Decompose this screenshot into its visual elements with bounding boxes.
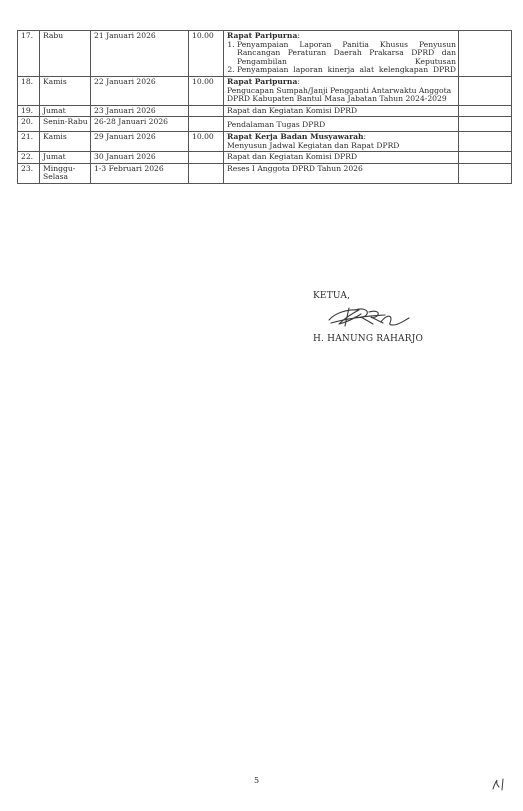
schedule-table xyxy=(17,30,512,184)
row-time xyxy=(189,163,224,183)
row-day: Kamis xyxy=(40,131,91,151)
row-date: 21 Januari 2026 xyxy=(91,31,189,77)
agenda-item: 1. Penyampaian Laporan Panitia Khusus Penyusun Rancangan Peraturan Daerah Prakarsa DPRD dan Pengambilan Keputusan xyxy=(237,41,456,67)
table-row xyxy=(18,76,512,105)
row-day: Minggu-Selasa xyxy=(40,163,91,183)
row-note xyxy=(459,117,512,132)
row-note xyxy=(459,152,512,164)
handwritten-signature xyxy=(325,304,417,330)
row-note xyxy=(459,76,512,105)
row-note xyxy=(459,163,512,183)
row-agenda xyxy=(224,117,459,132)
table-row xyxy=(18,163,512,183)
row-day: Senin-Rabu xyxy=(40,117,91,132)
row-time xyxy=(189,105,224,117)
initial-mark-icon xyxy=(491,776,507,792)
row-date: 26-28 Januari 2026 xyxy=(91,117,189,132)
table-row xyxy=(18,117,512,132)
row-time: 10.00 xyxy=(189,131,224,151)
row-date: 1-3 Februari 2026 xyxy=(91,163,189,183)
row-agenda: Rapat Paripurna: Pengucapan Sumpah/Janji Pengganti Antarwaktu Anggota DPRD Kabupaten Bantul Masa Jabatan Tahun 2024-2029 xyxy=(224,76,459,105)
row-date: 29 Januari 2026 xyxy=(91,131,189,151)
table-row xyxy=(18,105,512,117)
row-agenda: Rapat Kerja Badan Musyawarah: Menyusun Jadwal Kegiatan dan Rapat DPRD xyxy=(224,131,459,151)
row-date: 22 Januari 2026 xyxy=(91,76,189,105)
row-time xyxy=(189,117,224,132)
row-number: 20. xyxy=(18,117,40,132)
signature-block xyxy=(313,291,423,345)
table-row xyxy=(18,152,512,164)
signatory-name: H. HANUNG RAHARJO xyxy=(313,334,424,344)
agenda-title: Rapat Paripurna xyxy=(227,31,298,40)
row-note xyxy=(459,131,512,151)
row-day: Kamis xyxy=(40,76,91,105)
row-number: 18. xyxy=(18,76,40,105)
row-agenda: Rapat dan Kegiatan Komisi DPRD xyxy=(224,152,459,164)
table-row xyxy=(18,31,512,77)
agenda-title: Rapat Kerja Badan Musyawarah xyxy=(227,131,364,141)
row-number: 23. xyxy=(18,163,40,183)
table-row xyxy=(18,131,512,151)
row-note xyxy=(459,105,512,117)
row-day: Jumat xyxy=(40,152,91,164)
agenda-text: Pendalaman Tugas DPRD xyxy=(227,120,326,130)
agenda-list xyxy=(227,41,456,75)
signatory-position: KETUA, xyxy=(313,291,351,301)
row-number: 21. xyxy=(18,131,40,151)
row-agenda: Rapat dan Kegiatan Komisi DPRD xyxy=(224,105,459,117)
row-day: Rabu xyxy=(40,31,91,77)
row-number: 22. xyxy=(18,152,40,164)
row-time: 10.00 xyxy=(189,31,224,77)
agenda-item: 2. Penyampaian laporan kinerja alat kelengkapan DPRD xyxy=(237,66,456,75)
agenda-detail: Menyusun Jadwal Kegiatan dan Rapat DPRD xyxy=(227,140,400,150)
row-day: Jumat xyxy=(40,105,91,117)
row-number: 19. xyxy=(18,105,40,117)
row-note xyxy=(459,31,512,77)
row-time xyxy=(189,152,224,164)
row-date: 30 Januari 2026 xyxy=(91,152,189,164)
row-date: 23 Januari 2026 xyxy=(91,105,189,117)
row-agenda: Reses I Anggota DPRD Tahun 2026 xyxy=(224,163,459,183)
agenda-title: Rapat Paripurna xyxy=(227,76,298,86)
row-time: 10.00 xyxy=(189,76,224,105)
row-agenda: Rapat Paripurna: 1. Penyampaian Laporan Panitia Khusus Penyusun Rancangan Peraturan Daerah Prakarsa DPRD dan Pengambilan Keputusan 2. Penyampaian laporan kinerja alat kelengkapan DPRD xyxy=(224,31,459,77)
row-number: 17. xyxy=(18,31,40,77)
agenda-detail: Pengucapan Sumpah/Janji Pengganti Antarwaktu Anggota DPRD Kabupaten Bantul Masa Jabatan Tahun 2024-2029 xyxy=(227,85,452,104)
page-number: 5 xyxy=(254,776,260,785)
